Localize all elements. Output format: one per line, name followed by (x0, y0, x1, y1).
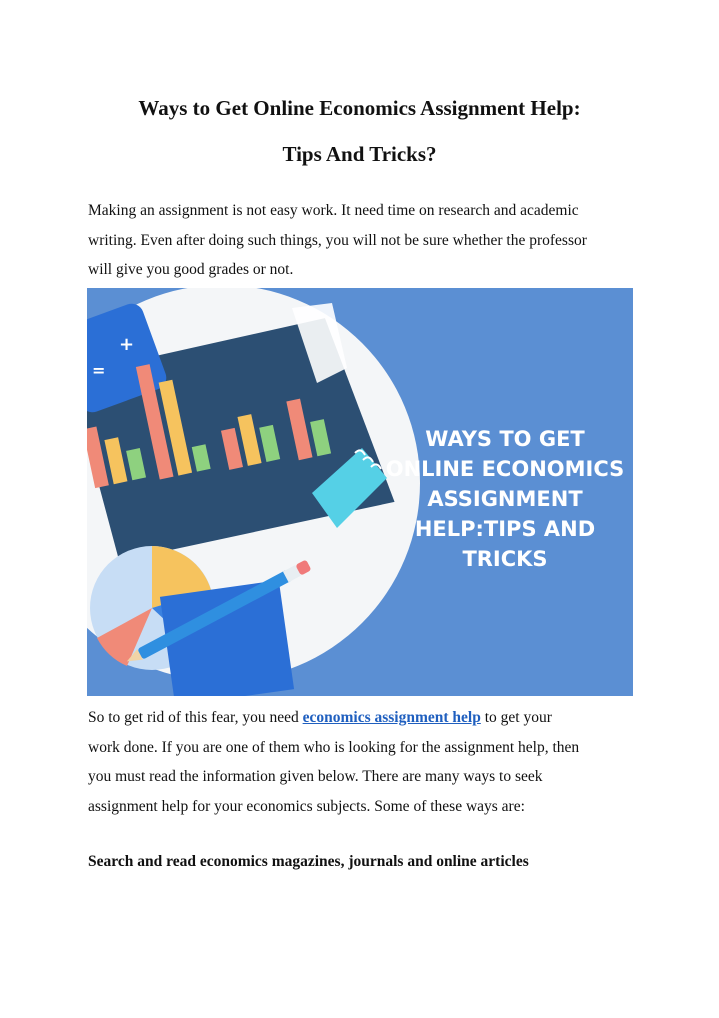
banner-line-3: ASSIGNMENT (427, 487, 583, 511)
banner-line-1: WAYS TO GET (425, 427, 585, 451)
title-line-1: Ways to Get Online Economics Assignment Help: (138, 96, 581, 120)
svg-text:+: + (119, 334, 135, 355)
banner-line-4: HELP:TIPS AND (414, 517, 596, 541)
banner-caption (377, 424, 633, 574)
body-line-4: assignment help for your economics subjects. Some of these ways are: (88, 797, 525, 815)
page-title (40, 85, 679, 177)
body-paragraph (88, 703, 644, 821)
body-line-1-start: So to get rid of this fear, you need (88, 709, 303, 726)
title-line-2: Tips And Tricks? (282, 142, 437, 166)
body-line-2: work done. If you are one of them who is looking for the assignment help, then (88, 738, 580, 756)
svg-text:=: = (92, 361, 106, 380)
body-line-1-end: to get your (480, 709, 552, 726)
section-heading: Search and read economics magazines, journals and online articles (88, 853, 529, 870)
economics-assignment-help-link[interactable]: economics assignment help (302, 709, 481, 726)
body-line-3: you must read the information given below. There are many ways to seek (88, 768, 543, 786)
intro-paragraph (88, 196, 644, 285)
intro-line-1: Making an assignment is not easy work. It need time on research and academic (88, 202, 579, 219)
banner-line-2: ONLINE ECONOMICS (385, 457, 625, 481)
banner-image (87, 288, 633, 696)
banner-line-5: TRICKS (462, 547, 548, 571)
intro-line-2: writing. Even after doing such things, you will not be sure whether the professor (88, 231, 587, 249)
intro-line-3: will give you good grades or not. (88, 261, 294, 279)
